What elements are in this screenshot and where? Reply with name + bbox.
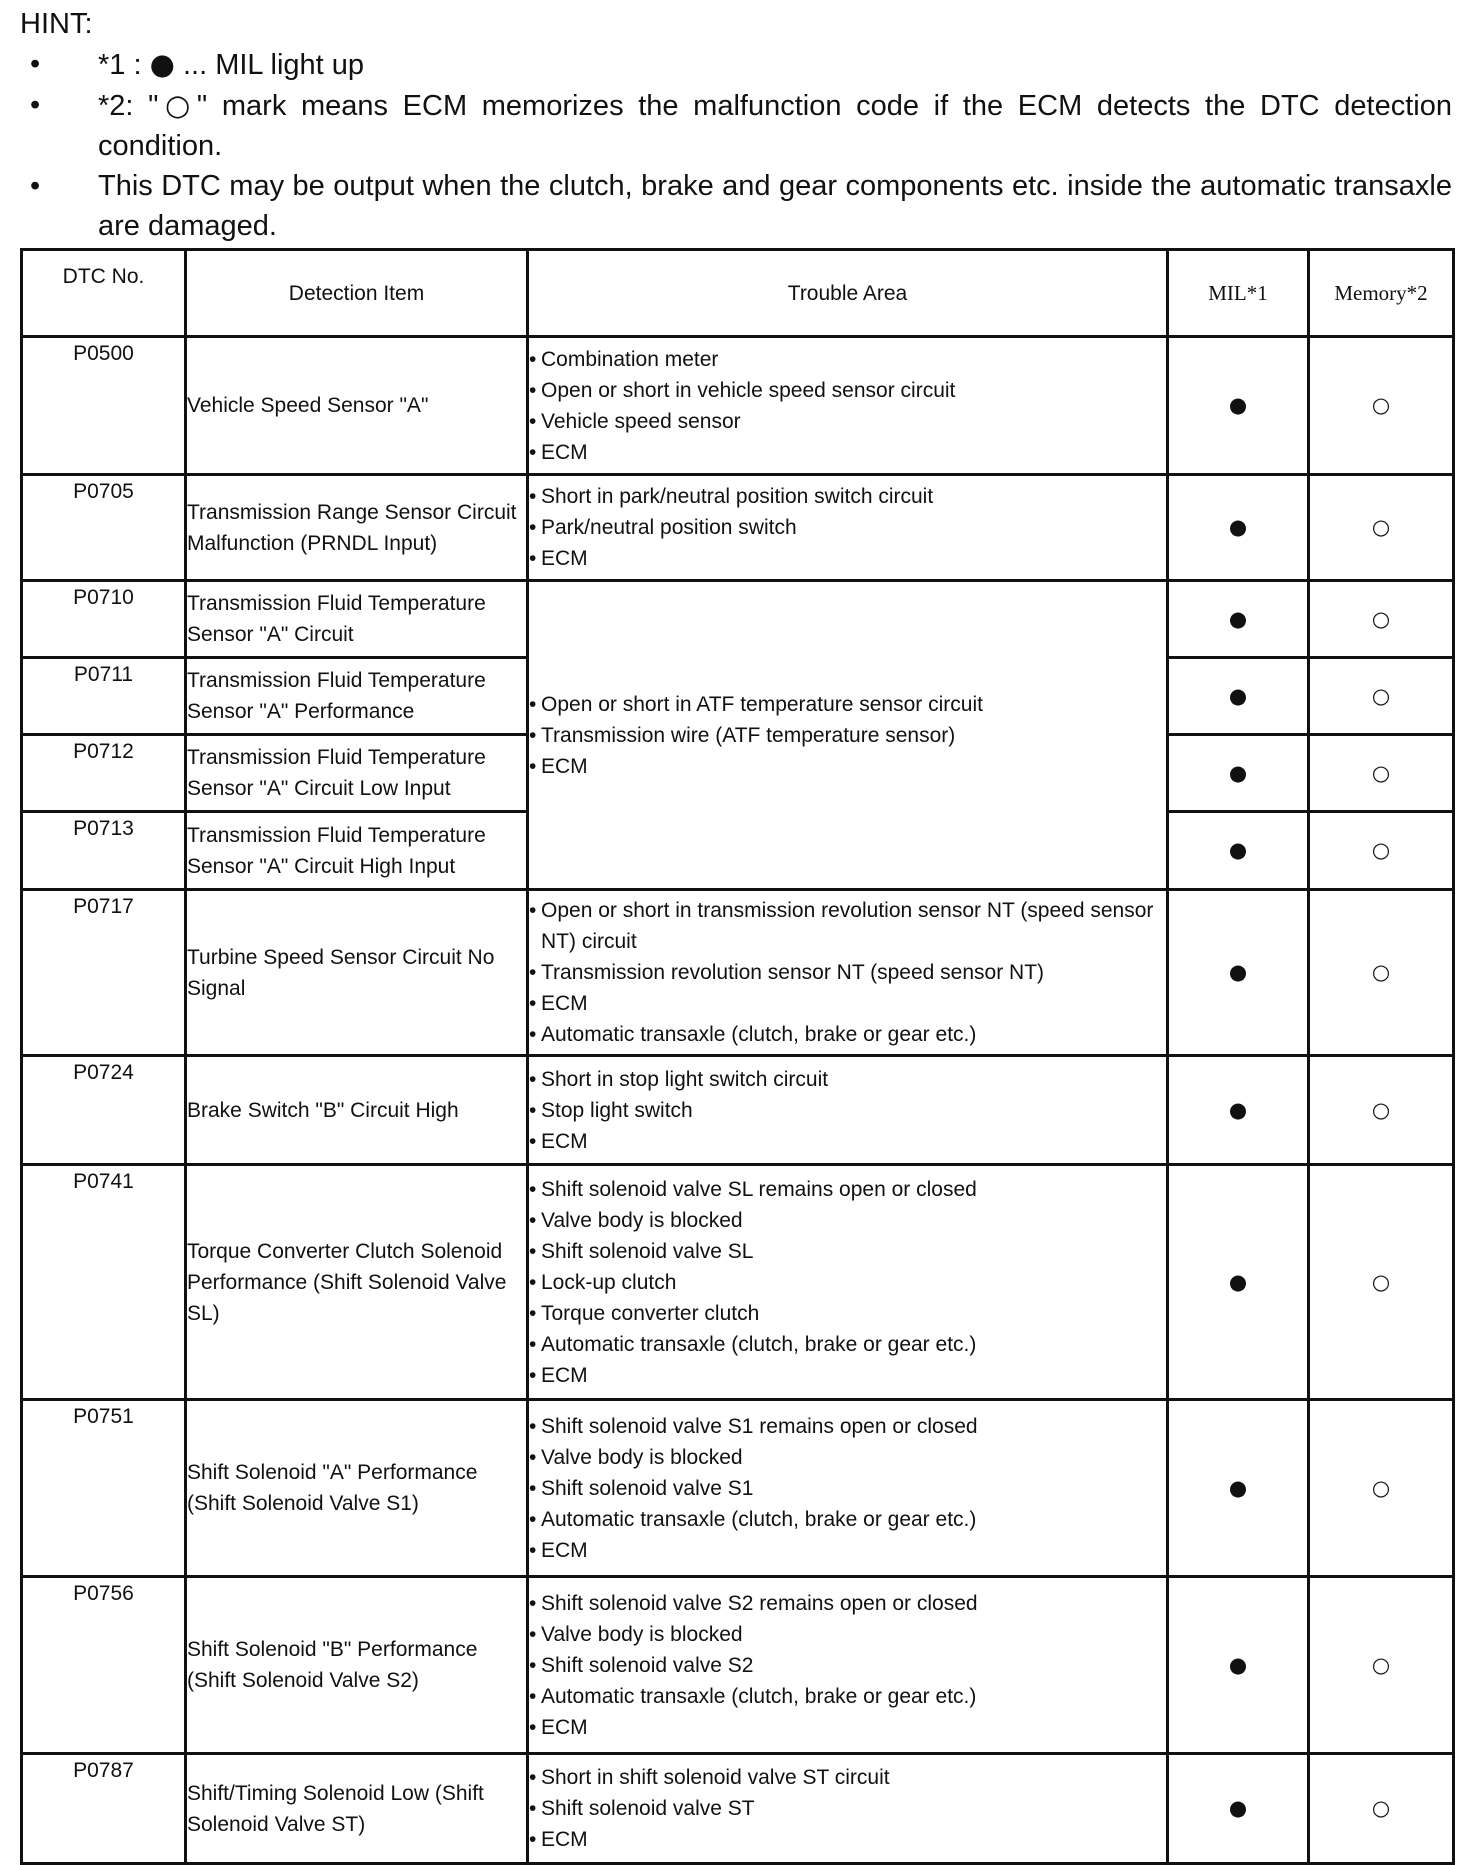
mil-cell (1168, 1754, 1309, 1864)
trouble-area-line: • Transmission revolution sensor NT (speed sensor NT) (529, 957, 1166, 988)
memory-cell (1309, 337, 1454, 475)
filled-circle-icon: ● (1228, 838, 1248, 862)
dtc-code-cell: P0710 (22, 581, 186, 658)
hint-item-2-prefix: *2: " (98, 90, 159, 122)
filled-circle-icon: ● (1228, 1097, 1248, 1122)
memory-cell (1309, 658, 1454, 735)
header-memory: Memory*2 (1309, 250, 1454, 337)
filled-circle-icon: ● (1228, 1475, 1248, 1500)
detection-item-cell: Shift Solenoid "A" Performance (Shift Solenoid Valve S1) (186, 1400, 528, 1577)
detection-item-cell: Vehicle Speed Sensor "A" (186, 337, 528, 475)
trouble-area-line: • ECM (529, 1360, 1166, 1391)
mil-cell (1168, 337, 1309, 475)
trouble-area-line: • Short in park/neutral position switch circuit (529, 481, 1166, 512)
filled-circle-icon: ● (1228, 1796, 1248, 1820)
header-dtc-no: DTC No. (22, 250, 186, 337)
trouble-area-line: • Shift solenoid valve S1 remains open or closed (529, 1411, 1166, 1442)
dtc-code-cell: P0705 (22, 475, 186, 581)
trouble-area-line: • Shift solenoid valve S2 (529, 1650, 1166, 1681)
trouble-area-line: • Short in shift solenoid valve ST circuit (529, 1762, 1166, 1793)
trouble-area-line: • Open or short in ATF temperature sensor circuit (529, 689, 1166, 720)
trouble-area-line: • ECM (529, 988, 1166, 1019)
trouble-area-line: • Shift solenoid valve S2 remains open or closed (529, 1588, 1166, 1619)
trouble-area-line: • ECM (529, 437, 1166, 468)
dtc-code-cell: P0724 (22, 1056, 186, 1165)
memory-cell (1309, 475, 1454, 581)
hint-item-1 (20, 44, 1452, 85)
header-trouble-area: Trouble Area (528, 250, 1168, 337)
trouble-area-line: • Combination meter (529, 344, 1166, 375)
dtc-code-cell: P0756 (22, 1577, 186, 1754)
trouble-area-line: • Shift solenoid valve SL (529, 1236, 1166, 1267)
dtc-code-cell: P0713 (22, 812, 186, 890)
open-circle-icon: ○ (1371, 1097, 1391, 1122)
open-circle-icon: ○ (1371, 760, 1391, 785)
trouble-area-line: • Automatic transaxle (clutch, brake or gear etc.) (529, 1329, 1166, 1360)
detection-item-cell: Transmission Fluid Temperature Sensor "A" Circuit High Input (186, 812, 528, 890)
trouble-area-line: • Vehicle speed sensor (529, 406, 1166, 437)
filled-circle-icon: ● (1228, 606, 1248, 631)
detection-item-cell: Torque Converter Clutch Solenoid Performance (Shift Solenoid Valve SL) (186, 1165, 528, 1400)
filled-circle-icon: ● (1228, 393, 1248, 417)
trouble-area-cell (528, 1754, 1168, 1864)
trouble-area-cell (528, 337, 1168, 475)
mil-cell (1168, 890, 1309, 1056)
dtc-table (20, 248, 1455, 1865)
trouble-area-line: • ECM (529, 1535, 1166, 1566)
mil-cell (1168, 1400, 1309, 1577)
table-row (22, 475, 1454, 581)
trouble-area-line: • Shift solenoid valve S1 (529, 1473, 1166, 1504)
trouble-area-line: • Valve body is blocked (529, 1619, 1166, 1650)
filled-circle-icon: ● (1228, 1269, 1248, 1294)
detection-item-cell: Transmission Fluid Temperature Sensor "A" Circuit (186, 581, 528, 658)
dtc-code-cell: P0711 (22, 658, 186, 735)
memory-cell (1309, 1577, 1454, 1754)
hint-item-1-text: ... MIL light up (182, 49, 365, 81)
trouble-area-cell (528, 1056, 1168, 1165)
trouble-area-cell (528, 475, 1168, 581)
open-circle-icon: ○ (1371, 1475, 1391, 1500)
table-header-row (22, 250, 1454, 337)
table-row (22, 337, 1454, 475)
trouble-area-line: • Valve body is blocked (529, 1442, 1166, 1473)
trouble-area-line: • Shift solenoid valve SL remains open or closed (529, 1174, 1166, 1205)
memory-cell (1309, 1056, 1454, 1165)
detection-item-cell: Shift/Timing Solenoid Low (Shift Solenoid Valve ST) (186, 1754, 528, 1864)
dtc-code-cell: P0717 (22, 890, 186, 1056)
trouble-area-cell (528, 1165, 1168, 1400)
mil-cell (1168, 1056, 1309, 1165)
table-row (22, 890, 1454, 1056)
dtc-code-cell: P0500 (22, 337, 186, 475)
filled-circle-icon: ● (1228, 1652, 1248, 1677)
filled-circle-icon: ● (1228, 760, 1248, 785)
detection-item-cell: Brake Switch "B" Circuit High (186, 1056, 528, 1165)
open-circle-icon: ○ (1371, 683, 1391, 708)
mil-cell (1168, 658, 1309, 735)
mil-cell (1168, 735, 1309, 812)
trouble-area-line: • Automatic transaxle (clutch, brake or gear etc.) (529, 1019, 1166, 1050)
trouble-area-line: • ECM (529, 751, 1166, 782)
open-circle-icon: ○ (1371, 1652, 1391, 1677)
trouble-area-cell (528, 1400, 1168, 1577)
hint-item-2-text: " mark means ECM memorizes the malfunction code if the ECM detects the DTC detection condition. (98, 90, 1452, 162)
detection-item-cell: Turbine Speed Sensor Circuit No Signal (186, 890, 528, 1056)
detection-item-cell: Transmission Range Sensor Circuit Malfunction (PRNDL Input) (186, 475, 528, 581)
hint-item-3 (20, 166, 1452, 246)
trouble-area-line: • Torque converter clutch (529, 1298, 1166, 1329)
memory-cell (1309, 735, 1454, 812)
table-body (22, 337, 1454, 1864)
trouble-area-line: • Shift solenoid valve ST (529, 1793, 1166, 1824)
trouble-area-line: • Open or short in transmission revolution sensor NT (speed sensor NT) circuit (529, 895, 1166, 957)
trouble-area-line: • Automatic transaxle (clutch, brake or gear etc.) (529, 1504, 1166, 1535)
table-row (22, 1056, 1454, 1165)
memory-cell (1309, 1754, 1454, 1864)
trouble-area-line: • Automatic transaxle (clutch, brake or gear etc.) (529, 1681, 1166, 1712)
table-row (22, 1577, 1454, 1754)
mil-cell (1168, 581, 1309, 658)
trouble-area-line: • Park/neutral position switch (529, 512, 1166, 543)
trouble-area-cell (528, 581, 1168, 890)
open-circle-icon: ○ (1371, 515, 1391, 539)
trouble-area-line: • ECM (529, 1712, 1166, 1743)
bullet: • (30, 170, 41, 202)
table-row (22, 1165, 1454, 1400)
open-circle-icon: ○ (1371, 393, 1391, 417)
table-row (22, 581, 1454, 658)
open-circle-icon: ○ (1371, 1269, 1391, 1294)
table-row (22, 1400, 1454, 1577)
open-circle-icon: ○ (158, 88, 197, 122)
open-circle-icon: ○ (1371, 838, 1391, 862)
filled-circle-icon: ● (149, 47, 175, 81)
trouble-area-line: • Short in stop light switch circuit (529, 1064, 1166, 1095)
memory-cell (1309, 1165, 1454, 1400)
memory-cell (1309, 890, 1454, 1056)
mil-cell (1168, 475, 1309, 581)
hint-title: HINT: (20, 8, 93, 40)
hint-item-3-text: This DTC may be output when the clutch, brake and gear components etc. inside the automatic transaxle are damaged. (98, 170, 1452, 242)
trouble-area-line: • ECM (529, 1126, 1166, 1157)
detection-item-cell: Transmission Fluid Temperature Sensor "A" Circuit Low Input (186, 735, 528, 812)
trouble-area-line: • Transmission wire (ATF temperature sensor) (529, 720, 1166, 751)
hint-item-2 (20, 85, 1452, 166)
memory-cell (1309, 1400, 1454, 1577)
open-circle-icon: ○ (1371, 1796, 1391, 1820)
bullet: • (30, 48, 41, 80)
mil-cell (1168, 1577, 1309, 1754)
header-mil: MIL*1 (1168, 250, 1309, 337)
dtc-code-cell: P0787 (22, 1754, 186, 1864)
hint-list (20, 44, 1452, 246)
detection-item-cell: Transmission Fluid Temperature Sensor "A" Performance (186, 658, 528, 735)
trouble-area-line: • ECM (529, 1824, 1166, 1855)
hint-item-1-prefix: *1 : (98, 49, 142, 81)
filled-circle-icon: ● (1228, 960, 1248, 984)
memory-cell (1309, 812, 1454, 890)
dtc-code-cell: P0751 (22, 1400, 186, 1577)
filled-circle-icon: ● (1228, 515, 1248, 539)
mil-cell (1168, 1165, 1309, 1400)
trouble-area-line: • Stop light switch (529, 1095, 1166, 1126)
trouble-area-line: • ECM (529, 543, 1166, 574)
table-row (22, 1754, 1454, 1864)
bullet: • (30, 89, 41, 121)
mil-cell (1168, 812, 1309, 890)
memory-cell (1309, 581, 1454, 658)
open-circle-icon: ○ (1371, 606, 1391, 631)
trouble-area-line: • Open or short in vehicle speed sensor circuit (529, 375, 1166, 406)
trouble-area-line: • Lock-up clutch (529, 1267, 1166, 1298)
trouble-area-cell (528, 890, 1168, 1056)
open-circle-icon: ○ (1371, 960, 1391, 984)
filled-circle-icon: ● (1228, 683, 1248, 708)
hint-section (20, 4, 1452, 246)
trouble-area-cell (528, 1577, 1168, 1754)
header-detection-item: Detection Item (186, 250, 528, 337)
trouble-area-line: • Valve body is blocked (529, 1205, 1166, 1236)
dtc-code-cell: P0741 (22, 1165, 186, 1400)
detection-item-cell: Shift Solenoid "B" Performance (Shift Solenoid Valve S2) (186, 1577, 528, 1754)
dtc-code-cell: P0712 (22, 735, 186, 812)
